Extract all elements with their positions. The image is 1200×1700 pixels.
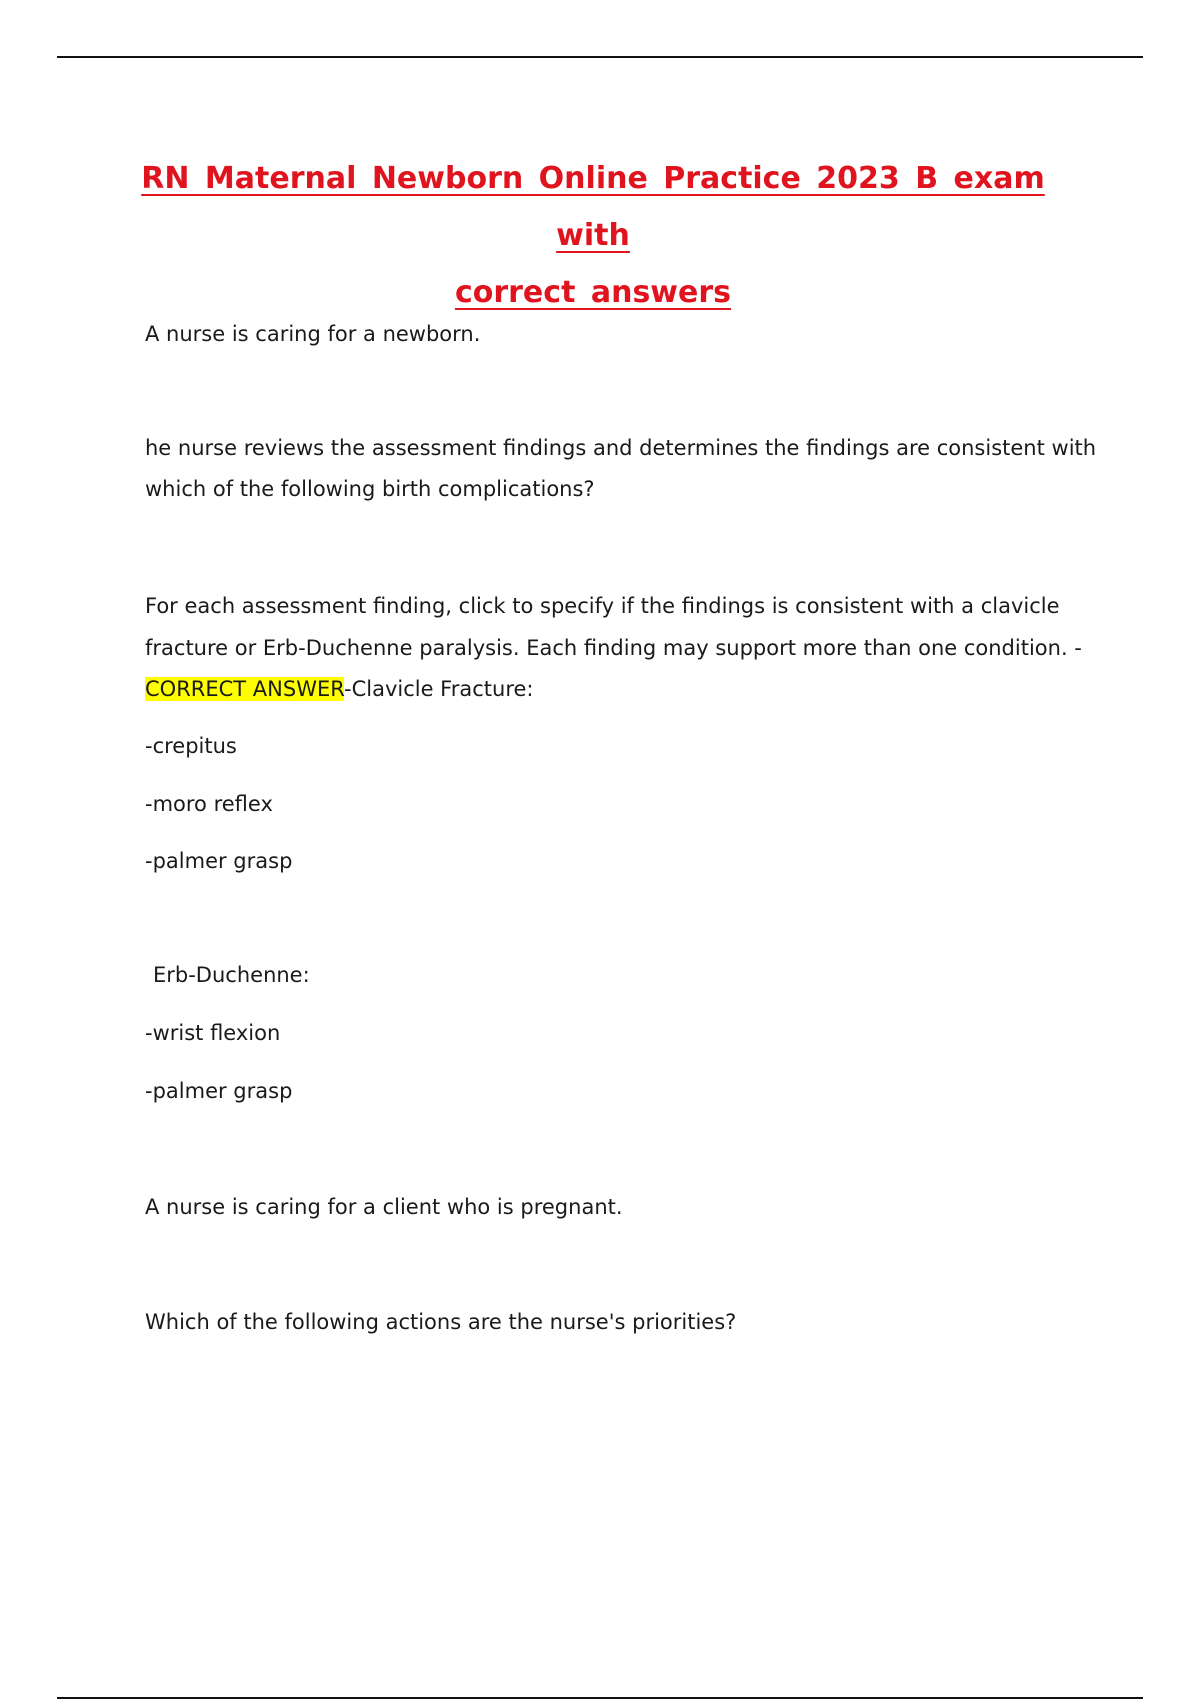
question-1-instruction-line-2: fracture or Erb-Duchenne paralysis. Each finding may support more than one condition. -	[145, 636, 1082, 660]
erb-item: -palmer grasp	[145, 1079, 293, 1103]
question-1-stem-line-1: he nurse reviews the assessment findings and determines the findings are consistent with	[145, 436, 1097, 460]
question-1-intro: A nurse is caring for a newborn.	[145, 322, 481, 346]
footer-rule	[57, 1697, 1143, 1699]
title-line-1: RN Maternal Newborn Online Practice 2023 B exam with	[141, 161, 1045, 253]
header-rule	[57, 56, 1143, 58]
erb-heading: Erb-Duchenne:	[153, 963, 310, 987]
question-2-intro: A nurse is caring for a client who is pregnant.	[145, 1195, 623, 1219]
document-title	[120, 150, 1066, 321]
answer-line	[145, 669, 1065, 710]
clavicle-item: -crepitus	[145, 734, 237, 758]
erb-item: -wrist flexion	[145, 1021, 281, 1045]
question-1-stem-line-2: which of the following birth complications?	[145, 477, 595, 501]
question-1-instruction-line-1: For each assessment finding, click to specify if the findings is consistent with a clavicle	[145, 594, 1060, 618]
question-2-stem: Which of the following actions are the nurse's priorities?	[145, 1310, 737, 1334]
correct-answer-highlight: CORRECT ANSWER	[145, 677, 344, 701]
title-line-2: correct answers	[454, 275, 732, 310]
clavicle-heading: -Clavicle Fracture:	[344, 677, 534, 701]
clavicle-item: -palmer grasp	[145, 849, 293, 873]
clavicle-item: -moro reflex	[145, 792, 273, 816]
